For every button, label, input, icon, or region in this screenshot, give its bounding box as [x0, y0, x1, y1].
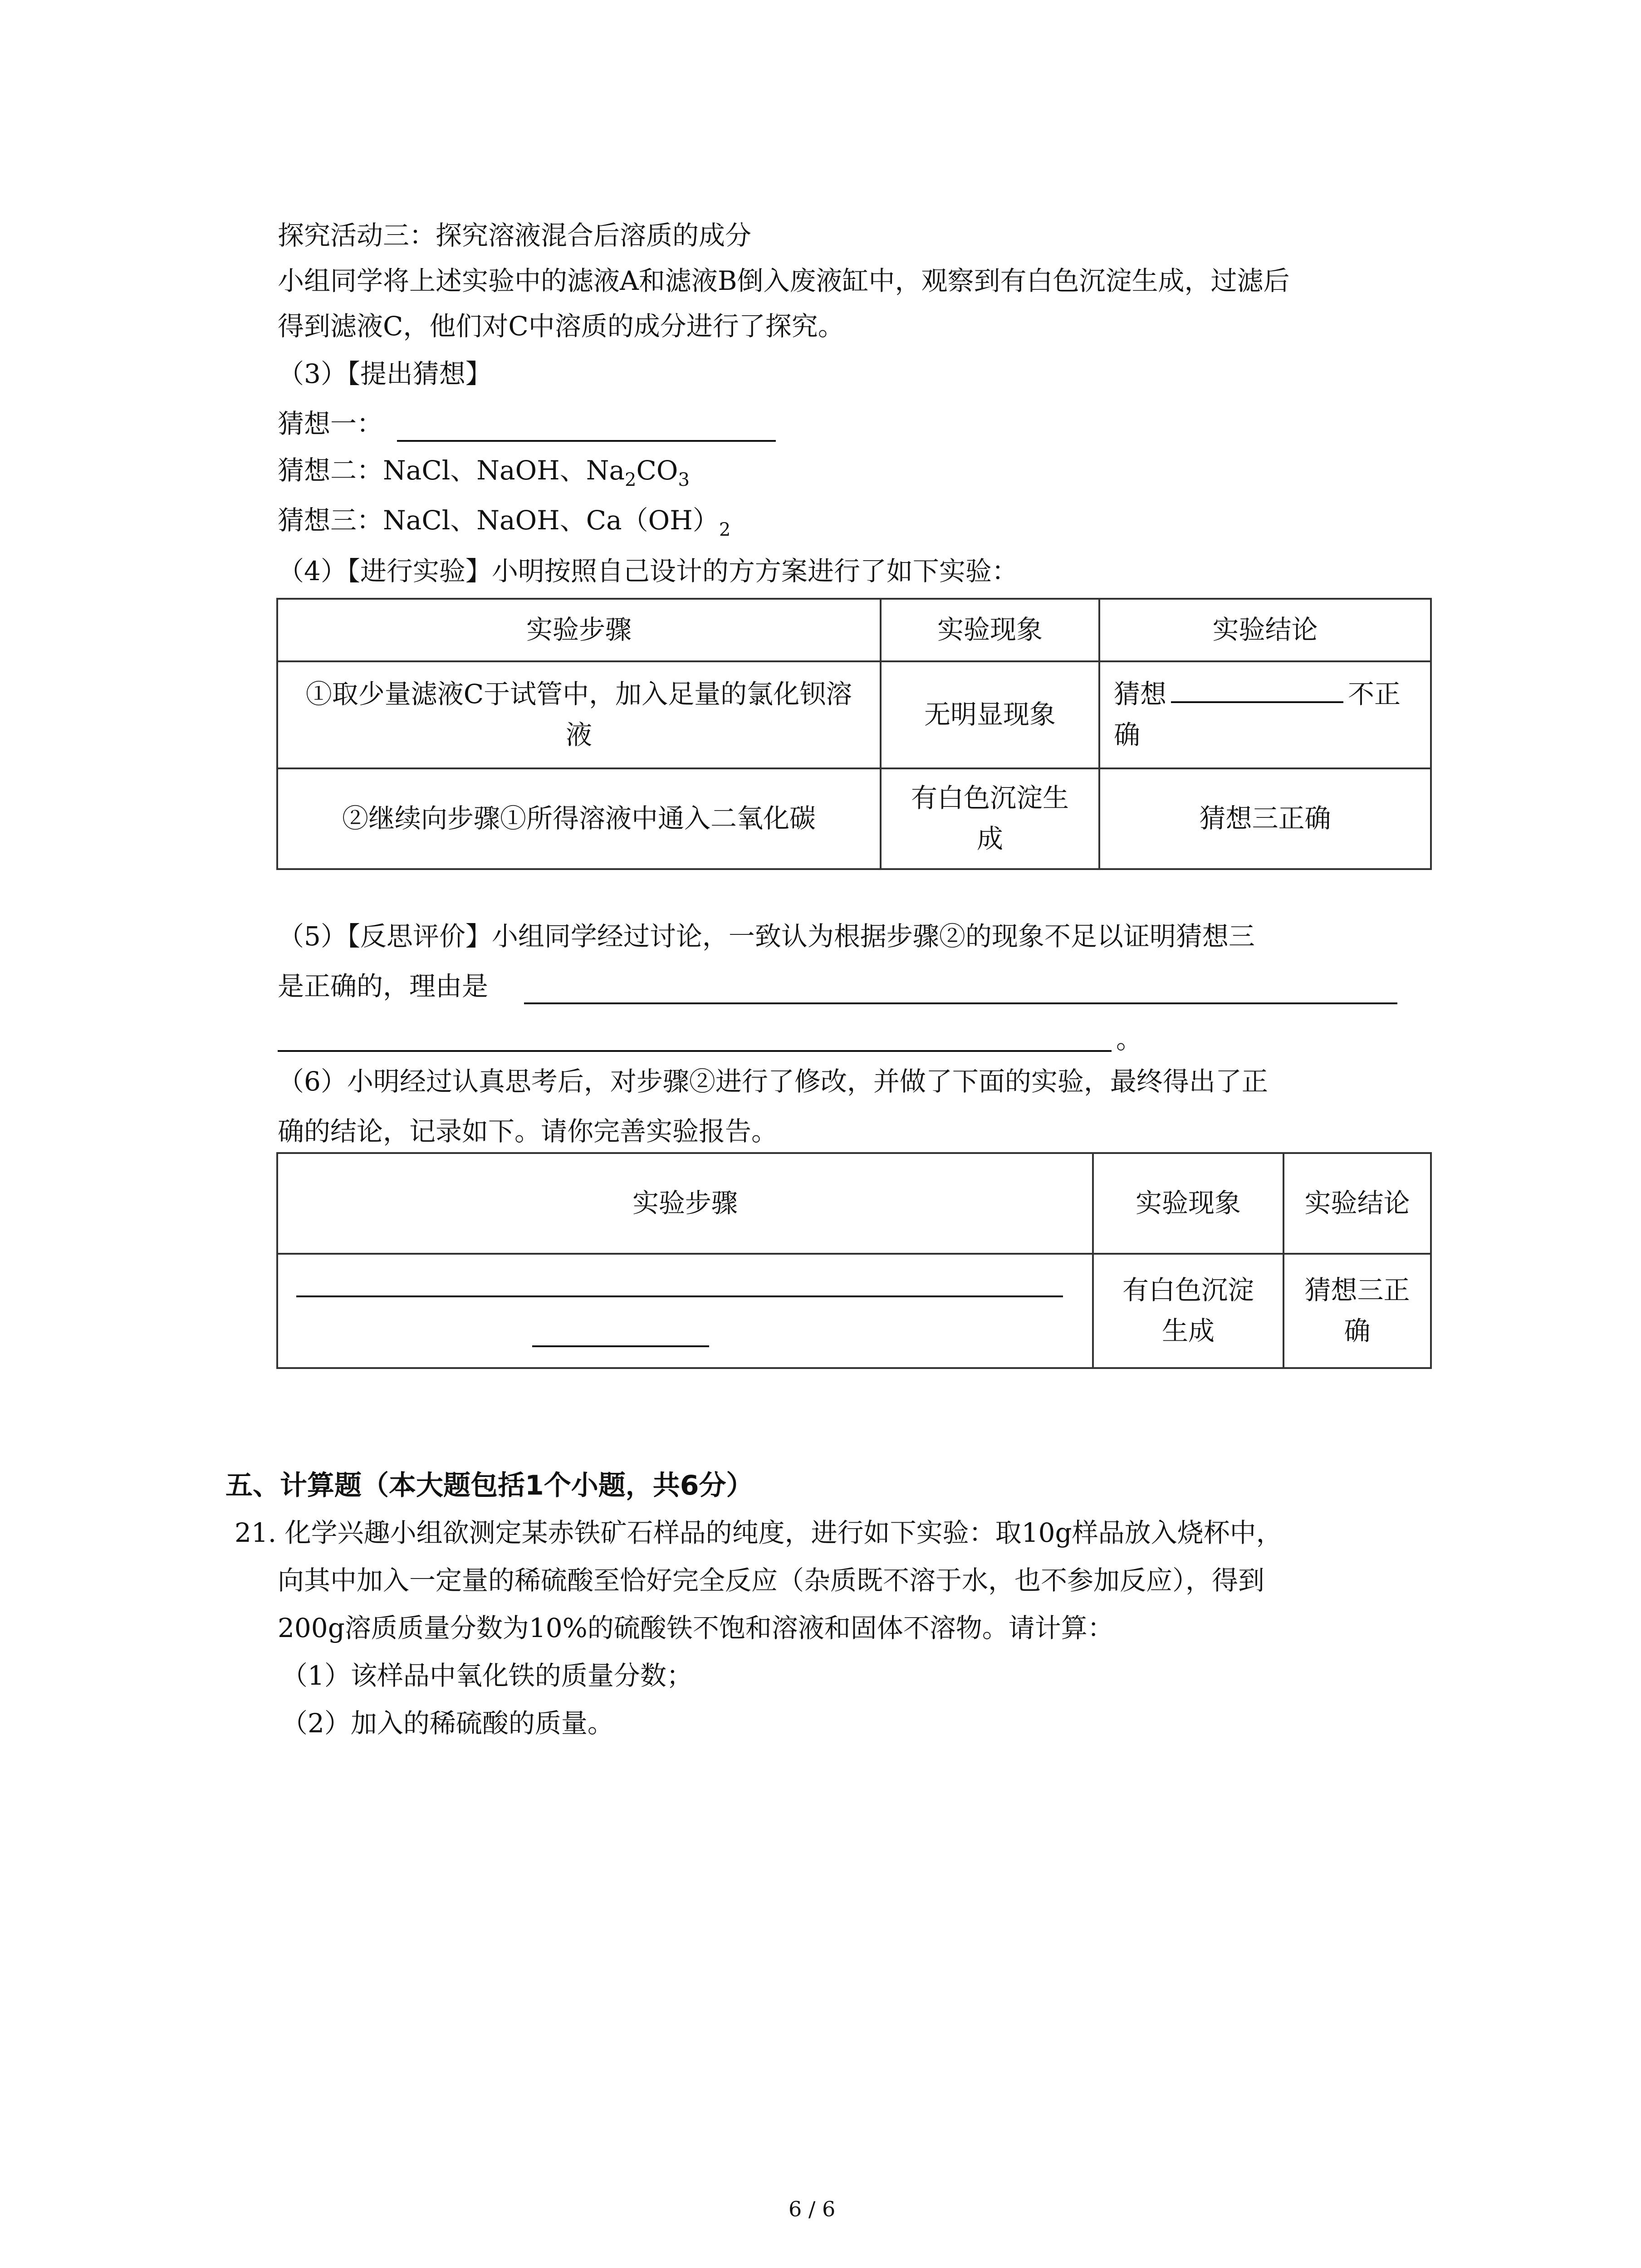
q21-line-2: 向其中加入一定量的稀硫酸至恰好完全反应（杂质既不溶于水，也不参加反应），得到	[278, 1565, 1265, 1596]
table1-row-2	[277, 768, 1431, 869]
q21-line-1: 21. 化学兴趣小组欲测定某赤铁矿石样品的纯度，进行如下实验：取10g样品放入烧杯中，	[235, 1517, 1283, 1548]
table1-guess-blank[interactable]	[1171, 701, 1343, 703]
activity3-title: 探究活动三：探究溶液混合后溶质的成分	[278, 220, 752, 251]
table2-header-phenomenon: 实验现象	[1093, 1153, 1283, 1254]
q21-sub-2: （2）加入的稀硫酸的质量。	[281, 1708, 614, 1739]
table1-header-phenomenon: 实验现象	[881, 599, 1099, 661]
table1-header-conclusion: 实验结论	[1099, 599, 1431, 661]
table1-row1-phenomenon: 无明显现象	[881, 661, 1099, 768]
table1-header-row	[277, 599, 1431, 661]
table2-row1-conclusion: 猜想三正确	[1283, 1254, 1431, 1368]
experiment-table-1	[276, 598, 1432, 870]
q5-reason-blank-1[interactable]	[524, 1002, 1397, 1004]
section-five-heading: 五、计算题（本大题包括1个小题，共6分）	[225, 1470, 754, 1501]
table2-row-1	[277, 1254, 1431, 1368]
intro-line-2: 得到滤液C，他们对C中溶质的成分进行了探究。	[278, 311, 844, 342]
table2-header-conclusion: 实验结论	[1283, 1153, 1431, 1254]
table1-row2-phenomenon: 有白色沉淀生成	[881, 768, 1099, 869]
q6-line-2: 确的结论，记录如下。请你完善实验报告。	[278, 1116, 778, 1147]
table2-step-blank-2[interactable]	[532, 1345, 709, 1347]
table1-row2-step: ②继续向步骤①所得溶液中通入二氧化碳	[277, 768, 881, 869]
q21-line-3: 200g溶质质量分数为10%的硫酸铁不饱和溶液和固体不溶物。请计算：	[278, 1613, 1114, 1643]
q5-line-1: （5）【反思评价】小组同学经过讨论，一致认为根据步骤②的现象不足以证明猜想三	[278, 921, 1255, 952]
guess2: 猜想二：NaCl、NaOH、$Na_2CO_3$	[278, 455, 690, 490]
table2-row1-phenomenon: 有白色沉淀生成	[1093, 1254, 1283, 1368]
q5-line-2-prefix: 是正确的，理由是	[278, 971, 489, 1002]
q5-period: 。	[1116, 1024, 1143, 1055]
q21-sub-1: （1）该样品中氧化铁的质量分数；	[281, 1660, 693, 1691]
guess3: 猜想三：NaCl、NaOH、$Ca(OH)_2$	[278, 505, 731, 540]
table1-header-step: 实验步骤	[277, 599, 881, 661]
table2-step-blank-1[interactable]	[296, 1295, 1063, 1297]
q3-heading: （3）【提出猜想】	[278, 358, 492, 389]
guess1-answer-blank[interactable]	[397, 440, 776, 442]
q4-heading: （4）【进行实验】小明按照自己设计的方方案进行了如下实验：	[278, 556, 1018, 587]
table2-header-row	[277, 1153, 1431, 1254]
table1-row2-conclusion: 猜想三正确	[1099, 768, 1431, 869]
table1-row-1	[277, 661, 1431, 768]
table1-row1-conclusion: 猜想 不正确	[1099, 661, 1431, 768]
q6-line-1: （6）小明经过认真思考后，对步骤②进行了修改，并做了下面的实验，最终得出了正	[278, 1066, 1268, 1097]
page-number: 6 / 6	[789, 2197, 836, 2221]
experiment-table-2	[276, 1152, 1432, 1369]
q5-reason-blank-2[interactable]	[278, 1050, 1112, 1052]
table2-row1-step	[277, 1254, 1093, 1368]
table2-header-step: 实验步骤	[277, 1153, 1093, 1254]
intro-line-1: 小组同学将上述实验中的滤液A和滤液B倒入废液缸中，观察到有白色沉淀生成，过滤后	[278, 265, 1290, 296]
guess1-label: 猜想一：	[278, 408, 383, 439]
table1-row1-step: ①取少量滤液C于试管中，加入足量的氯化钡溶液	[277, 661, 881, 768]
